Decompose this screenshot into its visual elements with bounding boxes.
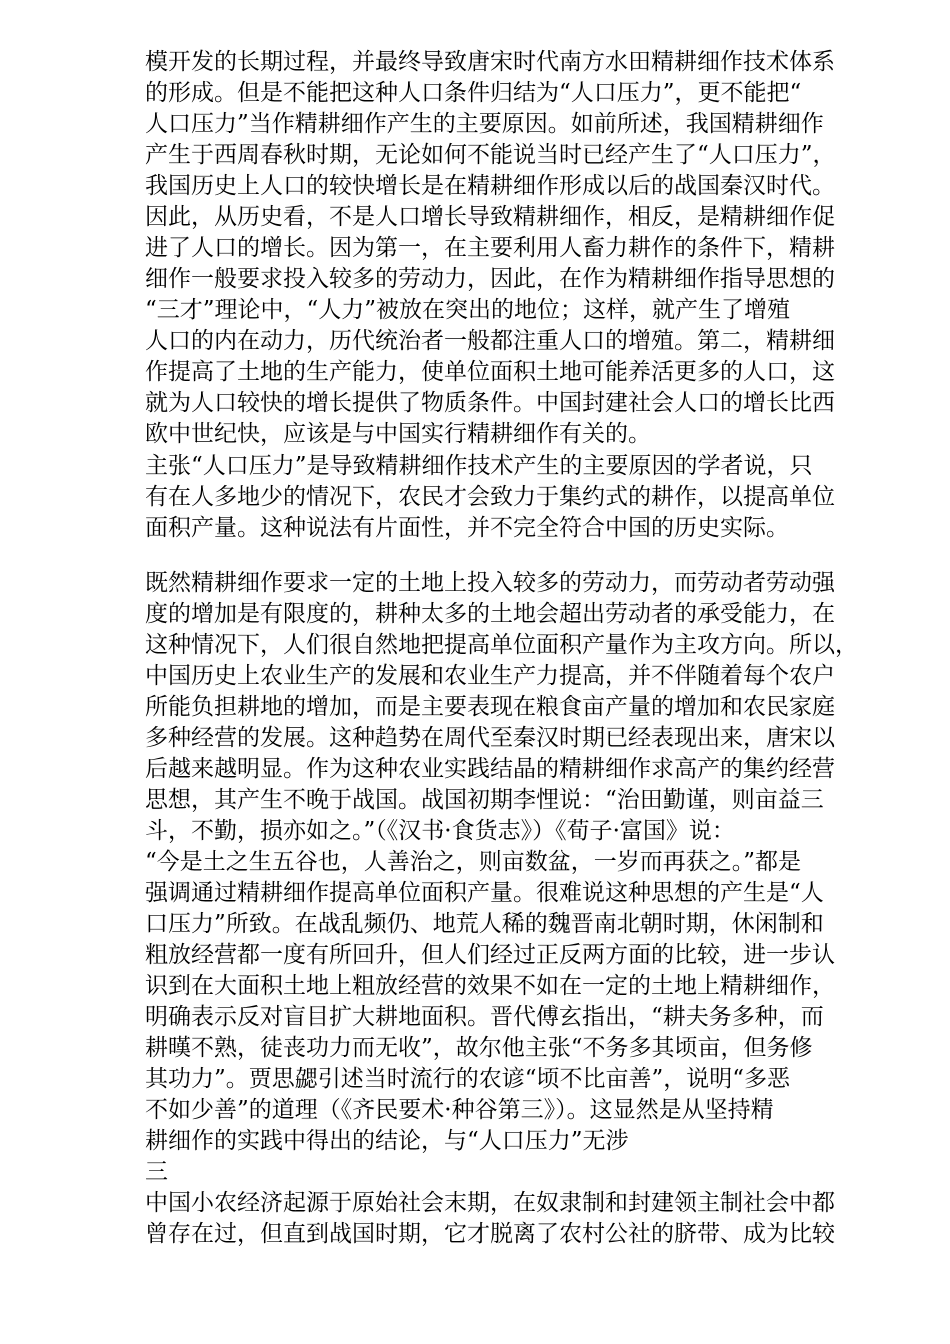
text-line: 曾存在过，但直到战国时期，它才脱离了农村公社的脐带、成为比较	[145, 1221, 835, 1247]
text-line: 度的增加是有限度的，耕种太多的土地会超出劳动者的承受能力，在	[145, 601, 835, 627]
text-line: 强调通过精耕细作提高单位面积产量。很难说这种思想的产生是“人	[145, 880, 824, 906]
text-line: 所能负担耕地的增加，而是主要表现在粮食亩产量的增加和农民家庭	[145, 694, 835, 720]
text-line: 面积产量。这种说法有片面性，并不完全符合中国的历史实际。	[145, 515, 789, 541]
text-line: 细作一般要求投入较多的劳动力，因此，在作为精耕细作指导思想的	[145, 266, 835, 292]
text-line: 其功力”。贾思勰引述当时流行的农谚“顷不比亩善”，说明“多恶	[145, 1066, 791, 1092]
paragraph-4	[145, 1188, 875, 1250]
text-line: 就为人口较快的增长提供了物质条件。中国封建社会人口的增长比西	[145, 390, 835, 416]
text-line: 进了人口的增长。因为第一，在主要利用人畜力耕作的条件下，精耕	[145, 235, 835, 261]
text-line: 因此，从历史看，不是人口增长导致精耕细作，相反，是精耕细作促	[145, 204, 835, 230]
text-line: 耕细作的实践中得出的结论，与“人口压力”无涉	[145, 1128, 629, 1154]
text-line: 模开发的长期过程，并最终导致唐宋时代南方水田精耕细作技术体系	[145, 49, 835, 75]
text-line: 欧中世纪快，应该是与中国实行精耕细作有关的。	[145, 421, 651, 447]
text-line: 人口压力”当作精耕细作产生的主要原因。如前所述，我国精耕细作	[145, 111, 824, 137]
text-line: 作提高了土地的生产能力，使单位面积土地可能养活更多的人口，这	[145, 359, 835, 385]
text-line: 我国历史上人口的较快增长是在精耕细作形成以后的战国秦汉时代。	[145, 173, 835, 199]
text-line: 识到在大面积土地上粗放经营的效果不如在一定的土地上精耕细作，	[145, 973, 835, 999]
text-line: 思想，其产生不晚于战国。战国初期李悝说：“治田勤谨，则亩益三	[145, 787, 824, 813]
text-line: “今是土之生五谷也，人善治之，则亩数盆，一岁而再获之。”都是	[145, 849, 802, 875]
text-line: 的形成。但是不能把这种人口条件归结为“人口压力”，更不能把“	[145, 80, 802, 106]
text-line: 不如少善”的道理（《齐民要术·种谷第三》）。这显然是从坚持精	[145, 1097, 774, 1123]
paragraph-1	[145, 47, 875, 450]
paragraph-2	[145, 451, 875, 544]
text-line: 主张“人口压力”是导致精耕细作技术产生的主要原因的学者说，只	[145, 453, 813, 479]
text-line: 中国历史上农业生产的发展和农业生产力提高，并不伴随着每个农户	[145, 663, 835, 689]
text-line: 口压力”所致。在战乱频仍、地荒人稀的魏晋南北朝时期，休闲制和	[145, 911, 824, 937]
text-line: 产生于西周春秋时期，无论如何不能说当时已经产生了“人口压力”，	[145, 142, 836, 168]
text-line: 这种情况下，人们很自然地把提高单位面积产量作为主攻方向。所以，	[145, 632, 858, 658]
text-line: 有在人多地少的情况下，农民才会致力于集约式的耕作，以提高单位	[145, 484, 835, 510]
text-line: 中国小农经济起源于原始社会末期，在奴隶制和封建领主制社会中都	[145, 1190, 835, 1216]
text-line: 后越来越明显。作为这种农业实践结晶的精耕细作求高产的集约经营	[145, 756, 835, 782]
text-line: 斗，不勤，损亦如之。”（《汉书·食货志》）《荀子·富国》说：	[145, 818, 735, 844]
text-line: 人口的内在动力，历代统治者一般都注重人口的增殖。第二，精耕细	[145, 328, 835, 354]
text-line: 明确表示反对盲目扩大耕地面积。晋代傅玄指出，“耕夫务多种，而	[145, 1004, 824, 1030]
text-line: 多种经营的发展。这种趋势在周代至秦汉时期已经表现出来，唐宋以	[145, 725, 835, 751]
section-number: 三	[145, 1159, 168, 1185]
text-line: 耕暵不熟，徒丧功力而无收”，故尔他主张“不务多其顷亩，但务修	[145, 1035, 813, 1061]
text-line: 粗放经营都一度有所回升，但人们经过正反两方面的比较，进一步认	[145, 942, 835, 968]
text-line: “三才”理论中，“人力”被放在突出的地位；这样，就产生了增殖	[145, 297, 791, 323]
text-line: 既然精耕细作要求一定的土地上投入较多的劳动力，而劳动者劳动强	[145, 570, 835, 596]
paragraph-3	[145, 568, 875, 1188]
